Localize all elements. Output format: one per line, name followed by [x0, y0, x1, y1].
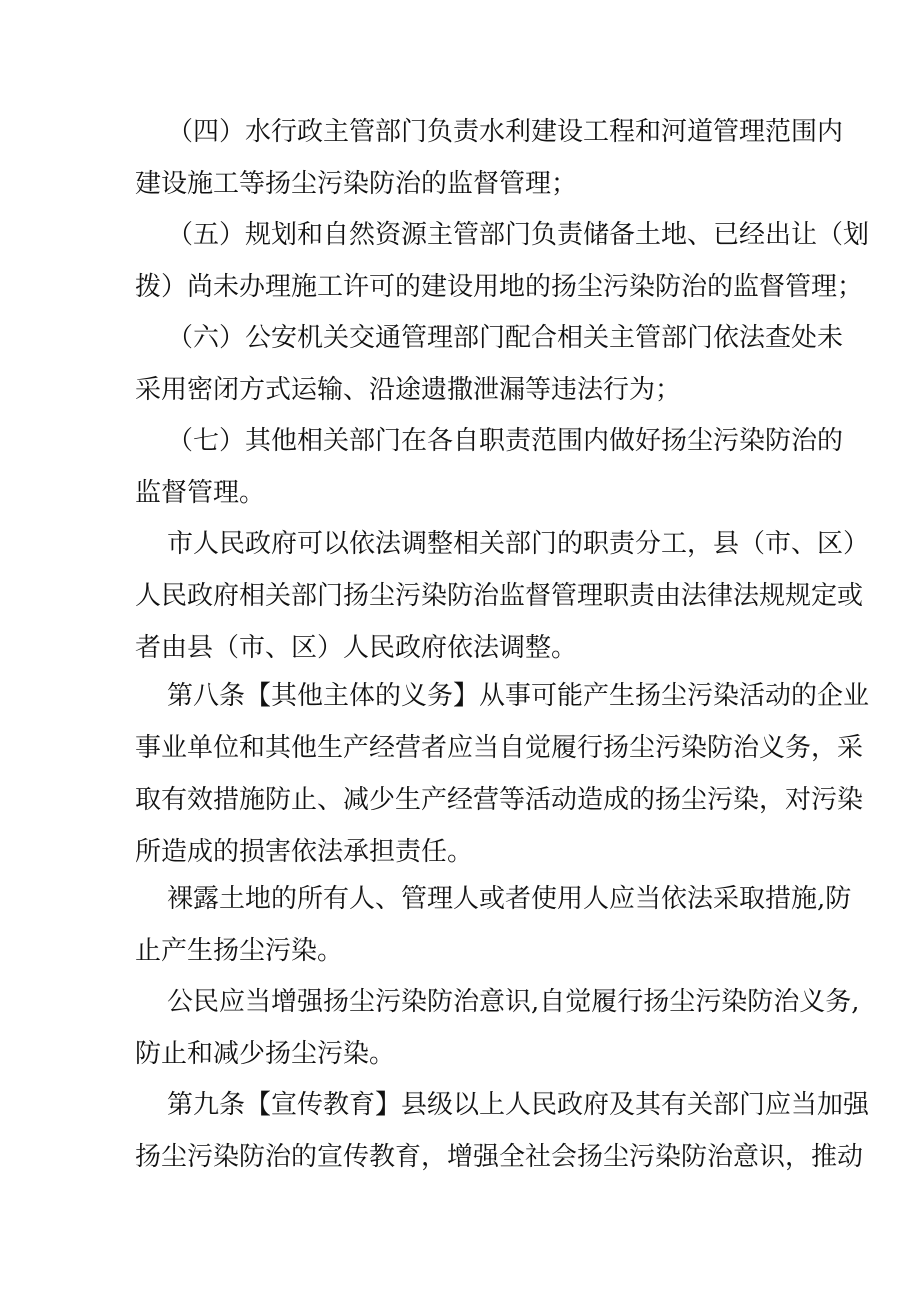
paragraph-public-security — [135, 312, 844, 416]
paragraph-bare-land — [135, 873, 852, 977]
paragraph-other-departments — [135, 415, 844, 519]
text-line: 扬尘污染防治的宣传教育，增强全社会扬尘污染防治意识，推动 — [135, 1142, 864, 1172]
text-line: （四）水行政主管部门负责水利建设工程和河道管理范围内 — [167, 117, 844, 147]
text-line: 拨）尚未办理施工许可的建设用地的扬尘污染防治的监督管理； — [135, 272, 864, 302]
text-line: 第八条【其他主体的义务】从事可能产生扬尘污染活动的企业 — [167, 681, 870, 711]
text-line: 防止和减少扬尘污染。 — [135, 1039, 396, 1069]
paragraph-water-admin — [135, 106, 844, 210]
text-line: （七）其他相关部门在各自职责范围内做好扬尘污染防治的 — [167, 426, 844, 456]
text-line: 裸露土地的所有人、管理人或者使用人应当依法采取措施,防 — [167, 884, 852, 914]
text-line: 采用密闭方式运输、沿途遗撒泄漏等违法行为； — [135, 375, 682, 405]
text-line: 止产生扬尘污染。 — [135, 936, 344, 966]
text-line: 取有效措施防止、减少生产经营等活动造成的扬尘污染，对污染 — [135, 785, 864, 815]
text-line: （六）公安机关交通管理部门配合相关主管部门依法查处未 — [167, 323, 844, 353]
text-line: 事业单位和其他生产经营者应当自觉履行扬尘污染防治义务，采 — [135, 733, 864, 763]
text-line: 所造成的损害依法承担责任。 — [135, 837, 474, 867]
paragraph-article-8 — [135, 670, 870, 878]
text-line: 第九条【宣传教育】县级以上人民政府及其有关部门应当加强 — [167, 1090, 870, 1120]
text-line: 建设施工等扬尘污染防治的监督管理； — [135, 169, 578, 199]
paragraph-planning-resources — [135, 209, 870, 313]
text-line: 者由县（市、区）人民政府依法调整。 — [135, 633, 578, 663]
paragraph-city-government — [135, 518, 870, 674]
text-line: 监督管理。 — [135, 478, 266, 508]
text-line: 市人民政府可以依法调整相关部门的职责分工，县（市、区） — [167, 529, 870, 559]
paragraph-article-9 — [135, 1079, 870, 1183]
text-line: （五）规划和自然资源主管部门负责储备土地、已经出让（划 — [167, 220, 870, 250]
text-line: 人民政府相关部门扬尘污染防治监督管理职责由法律法规规定或 — [135, 581, 864, 611]
paragraph-citizens — [135, 976, 860, 1080]
text-line: 公民应当增强扬尘污染防治意识,自觉履行扬尘污染防治义务, — [167, 987, 860, 1017]
